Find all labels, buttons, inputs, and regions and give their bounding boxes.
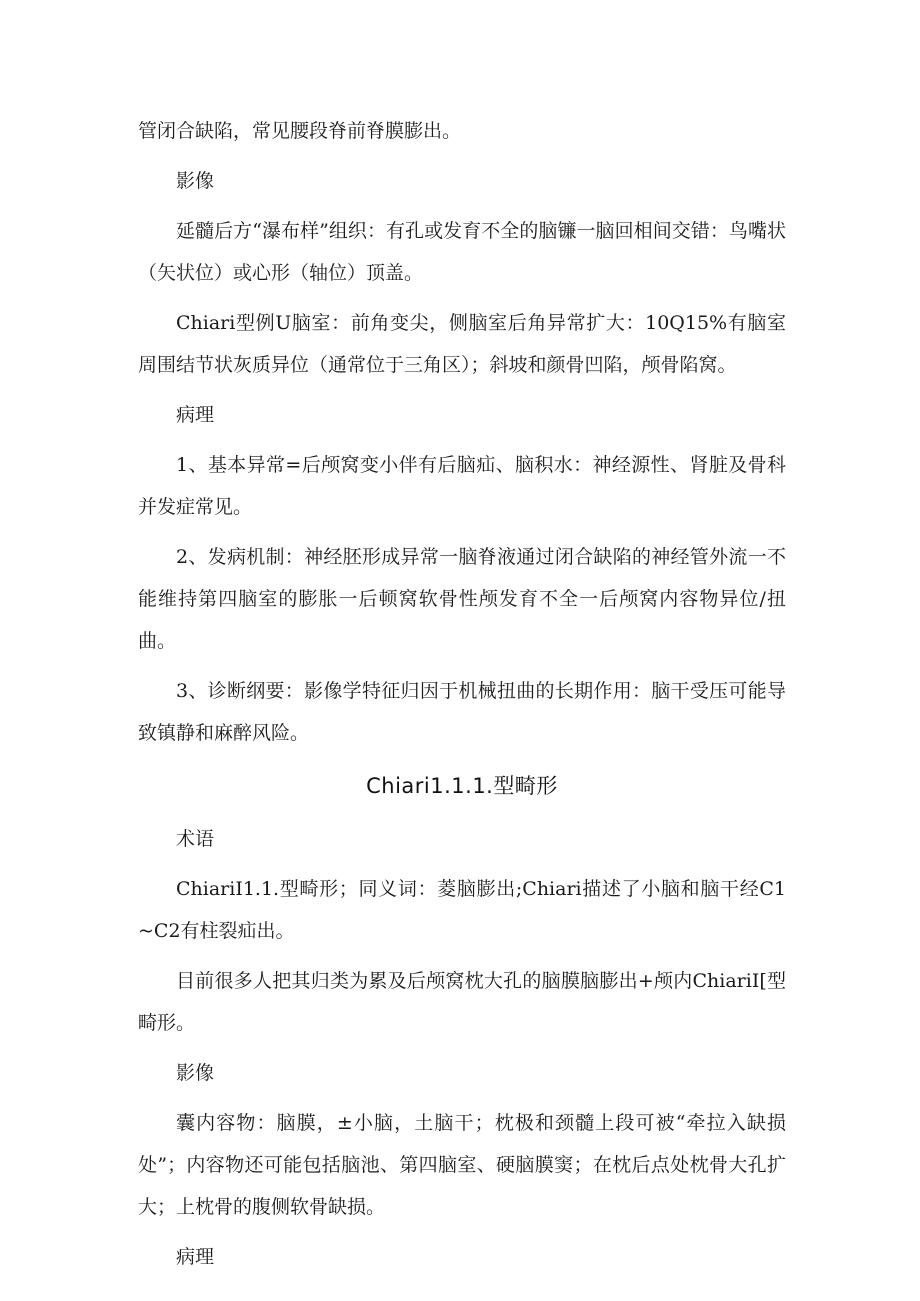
paragraph-terminology-1: ChiariI1.1.型畸形；同义词：菱脑膨出;Chiari描述了小脑和脑干经C1~C2有柱裂疝出。 (138, 878, 786, 942)
subheading-pathology-2: 病理 (176, 1246, 215, 1268)
subheading-terminology: 术语 (176, 828, 215, 850)
paragraph-pathology-2: 2、发病机制：神经胚形成异常一脑脊液通过闭合缺陷的神经管外流一不能维持第四脑室的膨胀一后顿窝软骨性颅发育不全一后颅窝内容物异位/扭曲。 (138, 546, 786, 652)
paragraph-imaging-1: 延髓后方“瀑布样”组织：有孔或发育不全的脑镰一脑回相间交错：鸟嘴状（矢状位）或心形（轴位）顶盖。 (138, 220, 786, 284)
section-heading: Chiari1.1.1.型畸形 (366, 774, 558, 798)
subheading-imaging: 影像 (176, 170, 215, 192)
paragraph-sac-contents: 囊内容物：脑膜，±小脑，土脑干；枕极和颈髓上段可被“牵拉入缺损处”；内容物还可能包括脑池、第四脑室、硬脑膜窦；在枕后点处枕骨大孔扩大；上枕骨的腹侧软骨缺损。 (138, 1112, 786, 1218)
document-body (138, 110, 786, 1286)
paragraph-continuation: 管闭合缺陷，常见腰段脊前脊膜膨出。 (138, 120, 462, 142)
paragraph-pathology-1: 1、基本异常=后颅窝变小伴有后脑疝、脑积水：神经源性、肾脏及骨科并发症常见。 (138, 454, 786, 518)
paragraph-terminology-2: 目前很多人把其归类为累及后颅窝枕大孔的脑膜脑膨出+颅内ChiariI[型畸形。 (138, 970, 786, 1034)
paragraph-pathology-3: 3、诊断纲要：影像学特征归因于机械扭曲的长期作用：脑干受压可能导致镇静和麻醉风险。 (138, 680, 786, 744)
subheading-imaging-2: 影像 (176, 1062, 215, 1084)
subheading-pathology: 病理 (176, 404, 215, 426)
paragraph-imaging-2: Chiari型例U脑室：前角变尖，侧脑室后角异常扩大：10Q15%有脑室周围结节状灰质异位（通常位于三角区）；斜坡和颜骨凹陷，颅骨陷窝。 (138, 312, 786, 376)
